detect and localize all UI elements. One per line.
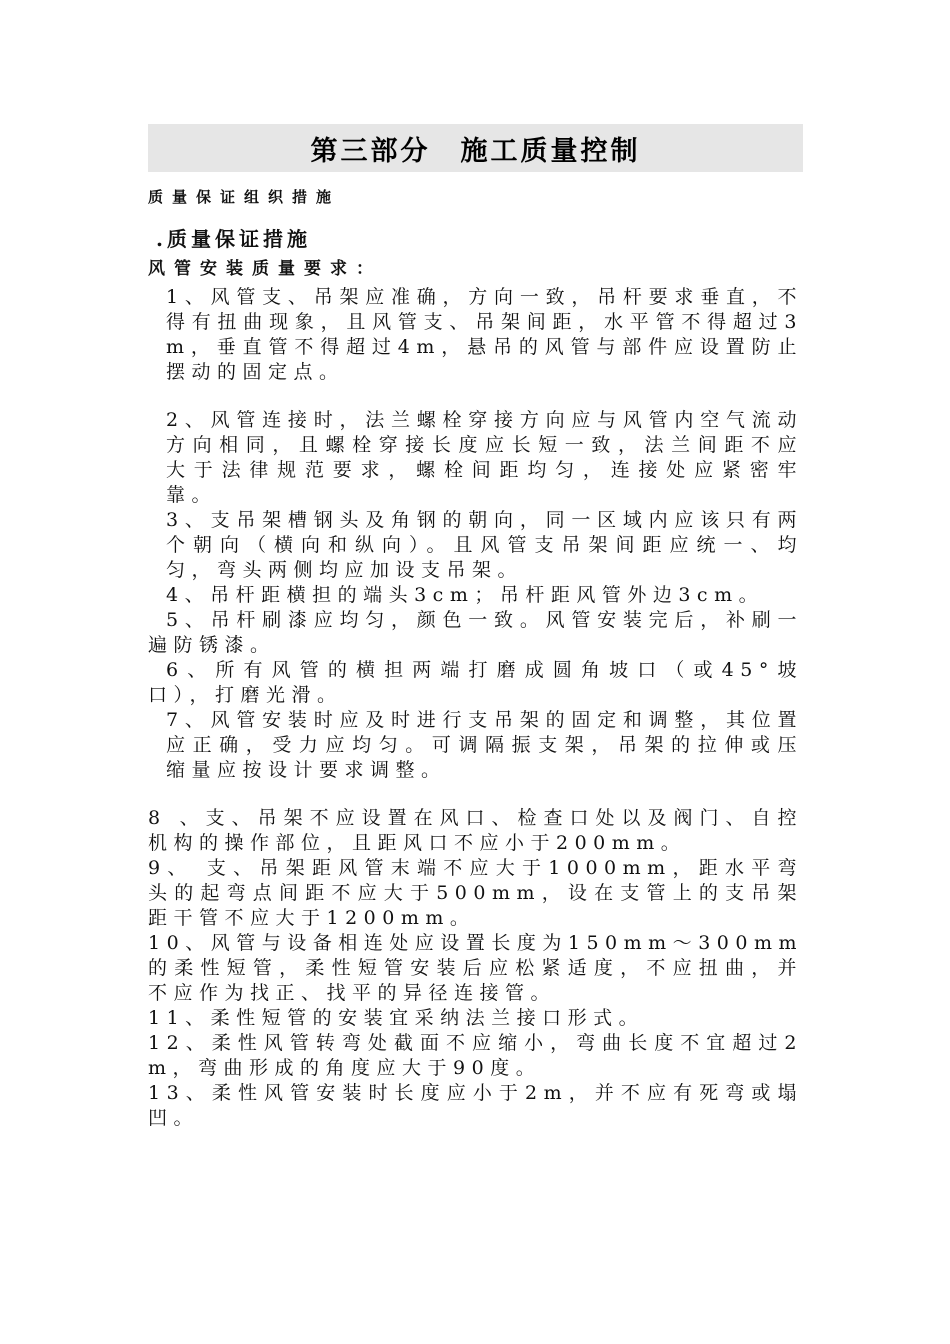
- requirement-item-8: 8 、支、吊架不应设置在风口、检查口处以及阀门、自控机构的操作部位，且距风口不应小于200mm。: [148, 807, 803, 854]
- section-title-bar: [148, 124, 803, 172]
- requirement-item-7: 7、风管安装时应及时进行支吊架的固定和调整，其位置应正确，受力应均匀。可调隔振支架，吊架的拉伸或压缩量应按设计要求调整。: [166, 709, 803, 781]
- section-title: 第三部分 施工质量控制: [310, 135, 641, 167]
- requirement-item-13: 13、柔性风管安装时长度应小于2m，并不应有死弯或塌凹。: [148, 1082, 803, 1129]
- requirement-item-11: 11、柔性短管的安装宜采纳法兰接口形式。: [148, 1007, 645, 1029]
- requirement-item-5: 5、吊杆刷漆应均匀，颜色一致。风管安装完后，补刷一遍防锈漆。: [148, 609, 803, 656]
- requirement-item-4: 4、吊杆距横担的端头3cm；吊杆距风管外边3cm。: [166, 584, 765, 606]
- requirement-item-1: 1、风管支、吊架应准确，方向一致，吊杆要求垂直，不得有扭曲现象，且风管支、吊架间距，水平管不得超过3m，垂直管不得超过4m，悬吊的风管与部件应设置防止摆动的固定点。: [166, 286, 803, 383]
- requirement-list: [148, 285, 803, 1131]
- requirement-item-12: 12、柔性风管转弯处截面不应缩小，弯曲长度不宜超过2m，弯曲形成的角度应大于90度。: [148, 1032, 803, 1079]
- requirement-item-6: 6、所有风管的横担两端打磨成圆角坡口（或45°坡口），打磨光滑。: [148, 659, 803, 706]
- requirement-item-2: 2、风管连接时，法兰螺栓穿接方向应与风管内空气流动方向相同，且螺栓穿接长度应长短一致，法兰间距不应大于法律规范要求，螺栓间距均匀，连接处应紧密牢靠。: [166, 409, 803, 506]
- requirement-item-3: 3、支吊架槽钢头及角钢的朝向，同一区域内应该只有两个朝向（横向和纵向）。且风管支吊架间距应统一、均匀，弯头两侧均应加设支吊架。: [166, 509, 803, 581]
- heading-quality-measures: .质量保证措施: [156, 227, 311, 251]
- heading-quality-organization: 质量保证组织措施: [148, 188, 341, 206]
- heading-duct-requirements: 风管安装质量要求：: [148, 259, 382, 279]
- document-page: [148, 124, 803, 1131]
- requirement-item-9: 9、 支、吊架距风管末端不应大于1000mm，距水平弯头的起弯点间距不应大于500mm，设在支管上的支吊架距干管不应大于1200mm。: [148, 857, 803, 929]
- requirement-item-10: 10、风管与设备相连处应设置长度为150mm～300mm的柔性短管，柔性短管安装后应松紧适度，不应扭曲，并不应作为找正、找平的异径连接管。: [148, 932, 803, 1004]
